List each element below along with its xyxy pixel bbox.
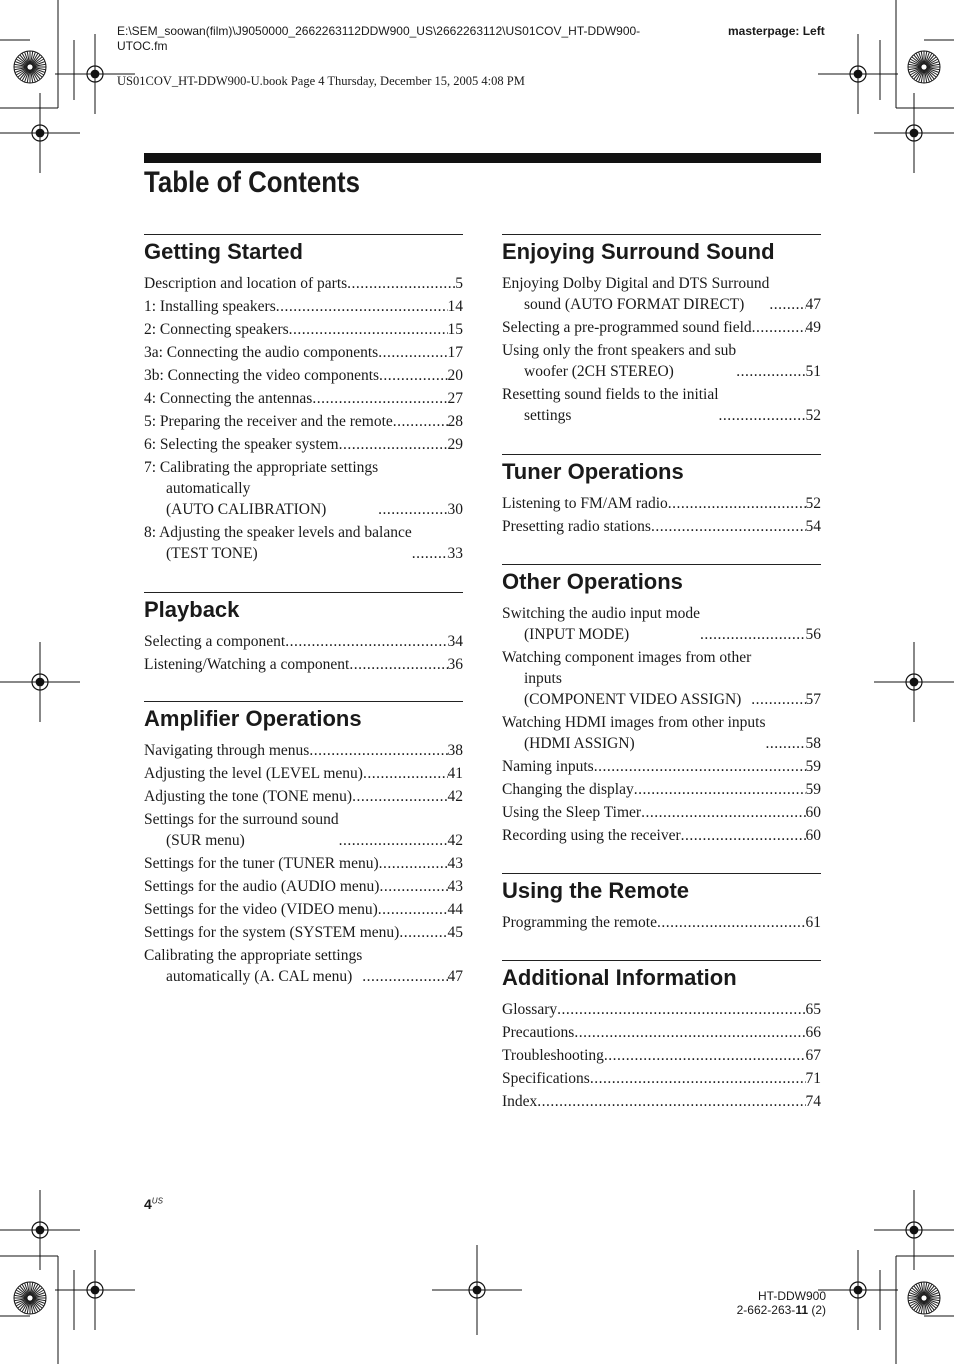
toc-entry-page: 66 xyxy=(805,1024,821,1041)
part-code: 2-662-263-11 (2) xyxy=(736,1303,826,1317)
toc-entry-title: Settings for the system (SYSTEM menu) xyxy=(144,924,400,941)
toc-entry-page: 58 xyxy=(805,735,821,752)
toc-entry-page: 28 xyxy=(447,413,463,430)
toc-entry-title: 2: Connecting speakers xyxy=(144,321,289,338)
toc-entry-title: Changing the display xyxy=(502,781,634,798)
toc-entry-page: 27 xyxy=(447,390,463,407)
toc-entry-page: 59 xyxy=(805,781,821,798)
toc-entry-title: Presetting radio stations xyxy=(502,518,651,535)
toc-entry-title: Settings for the video (VIDEO menu) xyxy=(144,901,378,918)
toc-entry-title: 3a: Connecting the audio components xyxy=(144,344,379,361)
toc-entry-title: Glossary xyxy=(502,1001,558,1018)
toc-entry-page: 42 xyxy=(447,788,463,805)
book-info-line: US01COV_HT-DDW900-U.book Page 4 Thursday, December 15, 2005 4:08 PM xyxy=(117,74,525,88)
toc-entry-page: 47 xyxy=(805,296,821,313)
toc-entry-page: 57 xyxy=(805,691,821,708)
toc-entry-page: 71 xyxy=(805,1070,821,1087)
toc-entry-title: Settings for the audio (AUDIO menu) xyxy=(144,878,380,895)
toc-entry-page: 42 xyxy=(447,832,463,849)
toc-entry-title: 3b: Connecting the video components xyxy=(144,367,380,384)
toc-entry-title: Programming the remote xyxy=(502,914,657,931)
toc-entry-title: Watching component images from other inputs (COMPONENT VIDEO ASSIGN) xyxy=(502,649,752,708)
toc-entry-page: 43 xyxy=(447,855,463,872)
toc-entry-page: 29 xyxy=(447,436,463,453)
toc-entry-page: 61 xyxy=(805,914,821,931)
toc-entry-title: Enjoying Dolby Digital and DTS Surround sound (AUTO FORMAT DIRECT) xyxy=(502,275,770,313)
toc-entry-page: 15 xyxy=(447,321,463,338)
toc-entry-page: 43 xyxy=(447,878,463,895)
toc-entry-page: 44 xyxy=(447,901,463,918)
toc-entry-page: 59 xyxy=(805,758,821,775)
file-path-header: E:\SEM_soowan(film)\J9050000_2662263112DDW900_US\2662263112\US01COV_HT-DDW900-UTOC.fm xyxy=(117,24,641,53)
toc-entry-page: 52 xyxy=(805,495,821,512)
toc-entry-title: Calibrating the appropriate settings automatically (A. CAL menu) xyxy=(144,947,363,985)
section-heading: Tuner Operations xyxy=(502,459,684,484)
section-heading: Other Operations xyxy=(502,569,683,594)
toc-entry-title: 5: Preparing the receiver and the remote xyxy=(144,413,393,430)
toc-entry-page: 5 xyxy=(455,275,463,292)
page-number-suffix: US xyxy=(151,1196,163,1206)
toc-entry-title: Index xyxy=(502,1093,538,1110)
toc-entry-title: Listening to FM/AM radio xyxy=(502,495,668,512)
toc-entry-page: 38 xyxy=(447,742,463,759)
page-number: $4^{US}$ xyxy=(144,1196,163,1212)
toc-entry-title: Using the Sleep Timer xyxy=(502,804,642,821)
toc-entry-title: Switching the audio input mode (INPUT MODE) xyxy=(502,605,701,643)
toc-entry-page: 45 xyxy=(447,924,463,941)
toc-entry-title: Recording using the receiver xyxy=(502,827,681,844)
toc-entry-page: 14 xyxy=(447,298,463,315)
toc-entry-page: 30 xyxy=(447,501,463,518)
toc-entry-title: Precautions xyxy=(502,1024,575,1041)
section-heading: Getting Started xyxy=(144,239,303,264)
toc-entry-title: Watching HDMI images from other inputs (HDMI ASSIGN) xyxy=(502,714,766,752)
masterpage-label: masterpage: Left xyxy=(728,24,825,38)
section-heading: Playback xyxy=(144,597,240,622)
toc-entry-page: 51 xyxy=(805,363,821,380)
toc-entry-page: 52 xyxy=(805,407,821,424)
toc-entry-page: 33 xyxy=(447,545,463,562)
toc-entry-page: 34 xyxy=(447,633,463,650)
toc-entry-title: Specifications xyxy=(502,1070,590,1087)
toc-entry-page: 20 xyxy=(447,367,463,384)
toc-entry-title: Adjusting the tone (TONE menu) xyxy=(144,788,353,805)
toc-entry-title: Adjusting the level (LEVEL menu) xyxy=(144,765,363,782)
section-heading: Using the Remote xyxy=(502,878,690,903)
toc-entry-page: 41 xyxy=(447,765,463,782)
toc-entry-title: Using only the front speakers and sub woofer (2CH STEREO) xyxy=(502,342,737,380)
toc-entry-title: 4: Connecting the antennas xyxy=(144,390,313,407)
toc-entry-page: 56 xyxy=(805,626,821,643)
toc-entry-title: Settings for the tuner (TUNER menu) xyxy=(144,855,379,872)
toc-entry-page: 60 xyxy=(805,804,821,821)
toc-entry-title: Settings for the surround sound (SUR menu) xyxy=(144,811,339,849)
toc-entry-title: Resetting sound fields to the initial settings xyxy=(502,386,719,424)
toc-entry-page: 74 xyxy=(805,1093,821,1110)
toc-entry-title: Troubleshooting xyxy=(502,1047,604,1064)
toc-entry-page: 60 xyxy=(805,827,821,844)
section-heading: Additional Information xyxy=(502,965,737,990)
toc-entry-page: 47 xyxy=(447,968,463,985)
toc-entry-title: Selecting a component xyxy=(144,633,286,650)
toc-entry-page: 67 xyxy=(805,1047,821,1064)
toc-entry-page: 65 xyxy=(805,1001,821,1018)
toc-entry-title: Selecting a pre-programmed sound field xyxy=(502,319,752,336)
section-heading: Amplifier Operations xyxy=(144,706,362,731)
toc-entry-page: 17 xyxy=(447,344,463,361)
toc-entry-title: 6: Selecting the speaker system xyxy=(144,436,339,453)
toc-entry-title: 7: Calibrating the appropriate settings automatically (AUTO CALIBRATION) xyxy=(144,459,379,518)
toc-entry-title: Listening/Watching a component xyxy=(144,656,350,673)
page-title: Table of Contents xyxy=(144,166,360,199)
toc-entry-title: 8: Adjusting the speaker levels and balance (TEST TONE) xyxy=(144,524,412,562)
model-name: HT-DDW900 xyxy=(757,1289,826,1303)
toc-entry-page: 54 xyxy=(805,518,821,535)
toc-entry-title: Description and location of parts xyxy=(144,275,348,292)
section-heading: Enjoying Surround Sound xyxy=(502,239,775,264)
toc-entry-title: 1: Installing speakers xyxy=(144,298,276,315)
toc-entry-title: Naming inputs xyxy=(502,758,594,775)
toc-entry-page: 49 xyxy=(805,319,821,336)
toc-entry-page: 36 xyxy=(447,656,463,673)
toc-entry-title: Navigating through menus xyxy=(144,742,310,759)
